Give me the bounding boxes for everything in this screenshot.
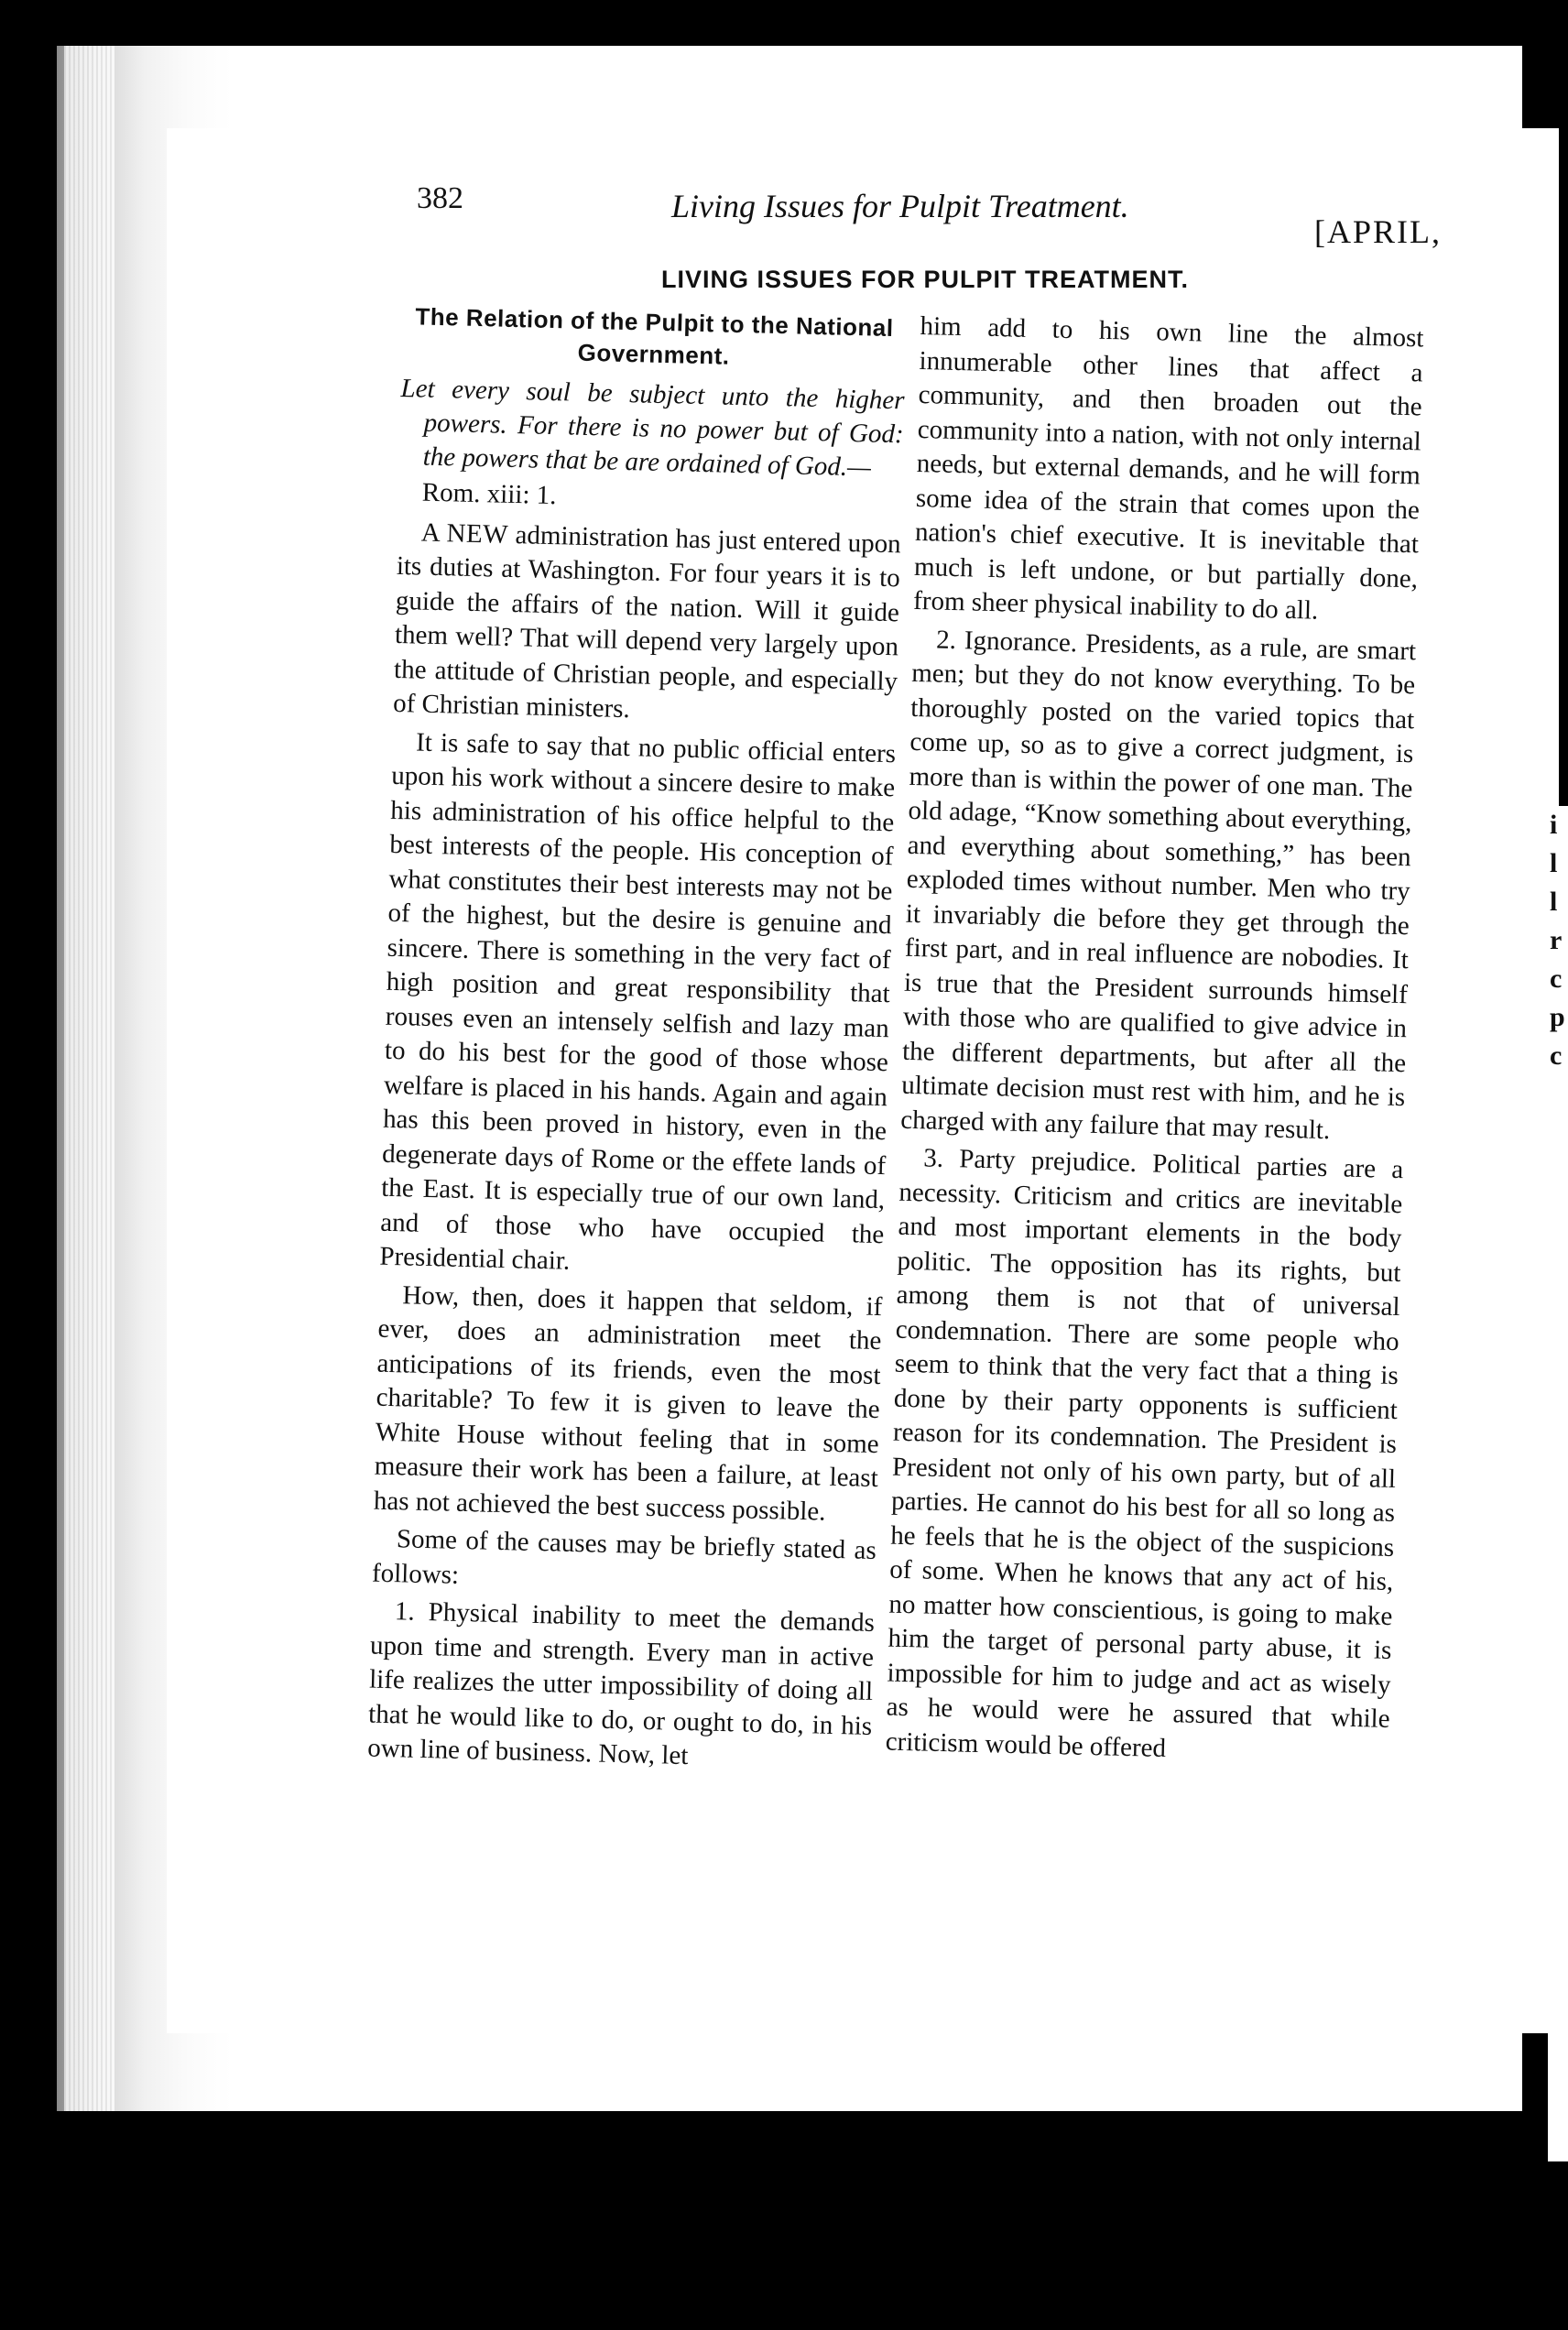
adjacent-page-edge	[1548, 806, 1568, 2161]
header-month: [APRIL,	[1314, 213, 1442, 250]
scripture-citation: Rom. xiii: 1.	[421, 477, 557, 511]
adjacent-letter: l	[1550, 848, 1558, 878]
adjacent-letter: l	[1550, 887, 1558, 917]
adjacent-letter: i	[1550, 810, 1558, 840]
lead-in: A NEW	[420, 517, 509, 550]
section-heading: LIVING ISSUES FOR PULPIT TREATMENT.	[660, 266, 1190, 293]
paragraph: him add to his own line the almost innumerable other lines that affect a community, and then broaden out the community into a nation, with not only internal needs, but external demands, and he will form some idea of the strain that comes upon the nation's chief executive. It is inevitable that much is left undone, or but partially done, from sheer physical inability to do all.	[912, 310, 1424, 626]
running-title: Living Issues for Pulpit Treatment.	[671, 188, 1129, 224]
adjacent-letter: p	[1550, 1002, 1565, 1032]
right-column	[885, 310, 1424, 1775]
paragraph: 3. Party prejudice. Political parties are a necessity. Criticism and critics are inevitable and most important elements in the body politic. The opposition has its rights, but among them is not that of universal condemnation. There are some people who seem to think that the very fact that a thing is done by their party opponents is sufficient reason for its condemnation. The President is President not only of his own party, but of all parties. He cannot do his best for all so long as he feels that he is the object of the suspicions of some. When he knows that any act of his, no matter how conscientious, is going to make him the target of personal party abuse, it is impossible for him to judge and act as wisely as he would were he assured that while criticism would be offered	[885, 1143, 1404, 1763]
paragraph: Some of the causes may be briefly stated as follows:	[371, 1524, 877, 1590]
paragraph-text: administration has just entered upon its duties at Washington. For four years it is to guide the affairs of the nation. Will it guide them well? That will depend very largely upon the attitude of Christian people, and especially of Christian ministers.	[392, 519, 902, 724]
paragraph: 2. Ignorance. Presidents, as a rule, are smart men; but they do not know everything. To be thoroughly posted on the varied topics that come up, so as to give a correct judgment, is more than is within the power of one man. The old adage, “Know something about everything, and everything about something,” has been exploded times without number. Men who try it invariably die before they get through the first part, and in real influence are nobodies. It is true that the President surrounds himself with those who are qualified to give advice in the different departments, but after all the ultimate decision must rest with him, and he is charged with any failure that may result.	[899, 625, 1417, 1145]
page-number: 382	[417, 181, 463, 215]
left-column	[367, 300, 907, 1781]
adjacent-letter: r	[1550, 925, 1563, 955]
paragraph: 1. Physical inability to meet the demands upon time and strength. Every man in active life realizes the utter impossibility of doing all that he would like to do, or ought to do, in his own line of business. Now, let	[366, 1596, 876, 1771]
paragraph: How, then, does it happen that seldom, if ever, does an administration meet the anticipations of its friends, even the most charitable? To few it is given to leave the White House without feeling that in some measure their work has been a failure, at least has not achieved the best success possible.	[373, 1279, 883, 1527]
adjacent-letter: c	[1550, 964, 1563, 994]
epigraph: Let every soul be subject unto the higher powers. For there is no power but of God: the powers that be are ordained of God.—	[400, 373, 905, 483]
page-header	[417, 176, 1442, 250]
paragraph	[393, 515, 901, 733]
adjacent-letter: c	[1550, 1040, 1563, 1071]
article-title: The Relation of the Pulpit to the National Government.	[415, 302, 894, 370]
paragraph: It is safe to say that no public official enters upon his work without a sincere desire to make his administration of his office helpful to the best interests of the people. His conception of what constitutes their best interests may not be of the highest, but the desire is genuine and sincere. There is something in the very fact of high position and great responsibility that rouses even an intensely selfish and lazy man to do his best for the good of those whose welfare is placed in his hands. Again and again has this been proved in history, even in the degenerate days of Rome or the effete lands of the East. It is especially true of our own land, and of those who have occupied the Presidential chair.	[379, 726, 897, 1276]
